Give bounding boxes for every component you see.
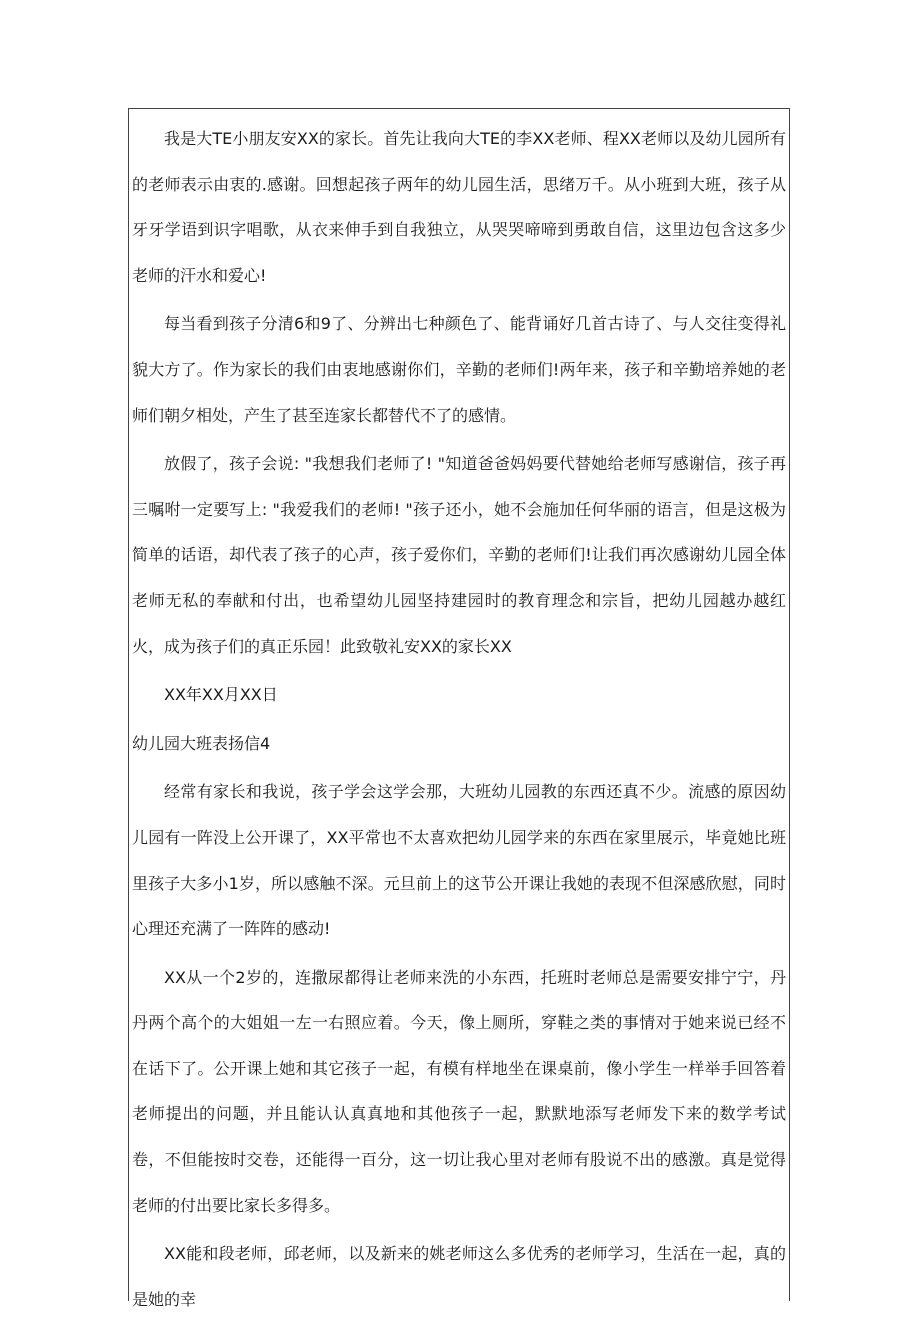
- paragraph-3: 放假了，孩子会说: "我想我们老师了! "知道爸爸妈妈要代替她给老师写感谢信，孩子再三嘱咐一定要写上: "我爱我们的老师! "孩子还小，她不会施加任何华丽的语言，但是这极为简单的话语，却代表了孩子的心声，孩子爱你们，辛勤的老师们!让我们再次感谢幼儿园全体老师无私的奉献和付出，也希望幼儿园坚持建园时的教育理念和宗旨，把幼儿园越办越红火，成为孩子们的真正乐园！此致敬礼安XX的家长XX: [132, 454, 786, 656]
- paragraph-4: 经常有家长和我说，孩子学会这学会那，大班幼儿园教的东西还真不少。流感的原因幼儿园有一阵没上公开课了，XX平常也不太喜欢把幼儿园学来的东西在家里展示，毕竟她比班里孩子大多小1岁，所以感触不深。元旦前上的这节公开课让我她的表现不但深感欣慰，同时心理还充满了一阵阵的感动!: [132, 782, 786, 939]
- paragraph-6: XX能和段老师，邱老师，以及新来的姚老师这么多优秀的老师学习，生活在一起，真的是她的幸: [132, 1244, 786, 1309]
- letter-date: XX年XX月XX日: [164, 685, 278, 705]
- document-body: [132, 116, 786, 1325]
- paragraph-2: 每当看到孩子分清6和9了、分辨出七种颜色了、能背诵好几首古诗了、与人交往变得礼貌大方了。作为家长的我们由衷地感谢你们，辛勤的老师们!两年来，孩子和辛勤培养她的老师们朝夕相处，产生了甚至连家长都替代不了的感情。: [132, 314, 786, 425]
- section-title: 幼儿园大班表扬信4: [132, 733, 271, 753]
- paragraph-1: 我是大TE小朋友安XX的家长。首先让我向大TE的李XX老师、程XX老师以及幼儿园所有的老师表示由衷的.感谢。回想起孩子两年的幼儿园生活，思绪万千。从小班到大班，孩子从牙牙学语到识字唱歌，从衣来伸手到自我独立，从哭哭啼啼到勇敢自信，这里边包含这多少老师的汗水和爱心!: [132, 129, 786, 285]
- paragraph-5: XX从一个2岁的，连撒尿都得让老师来洗的小东西，托班时老师总是需要安排宁宁，丹丹两个高个的大姐姐一左一右照应着。今天，像上厕所，穿鞋之类的事情对于她来说已经不在话下了。公开课上她和其它孩子一起，有模有样地坐在课桌前，像小学生一样举手回答着老师提出的问题，并且能认认真真地和其他孩子一起，默默地添写老师发下来的数学考试卷，不但能按时交卷，还能得一百分，这一切让我心里对老师有股说不出的感激。真是觉得老师的付出要比家长多得多。: [132, 967, 786, 1215]
